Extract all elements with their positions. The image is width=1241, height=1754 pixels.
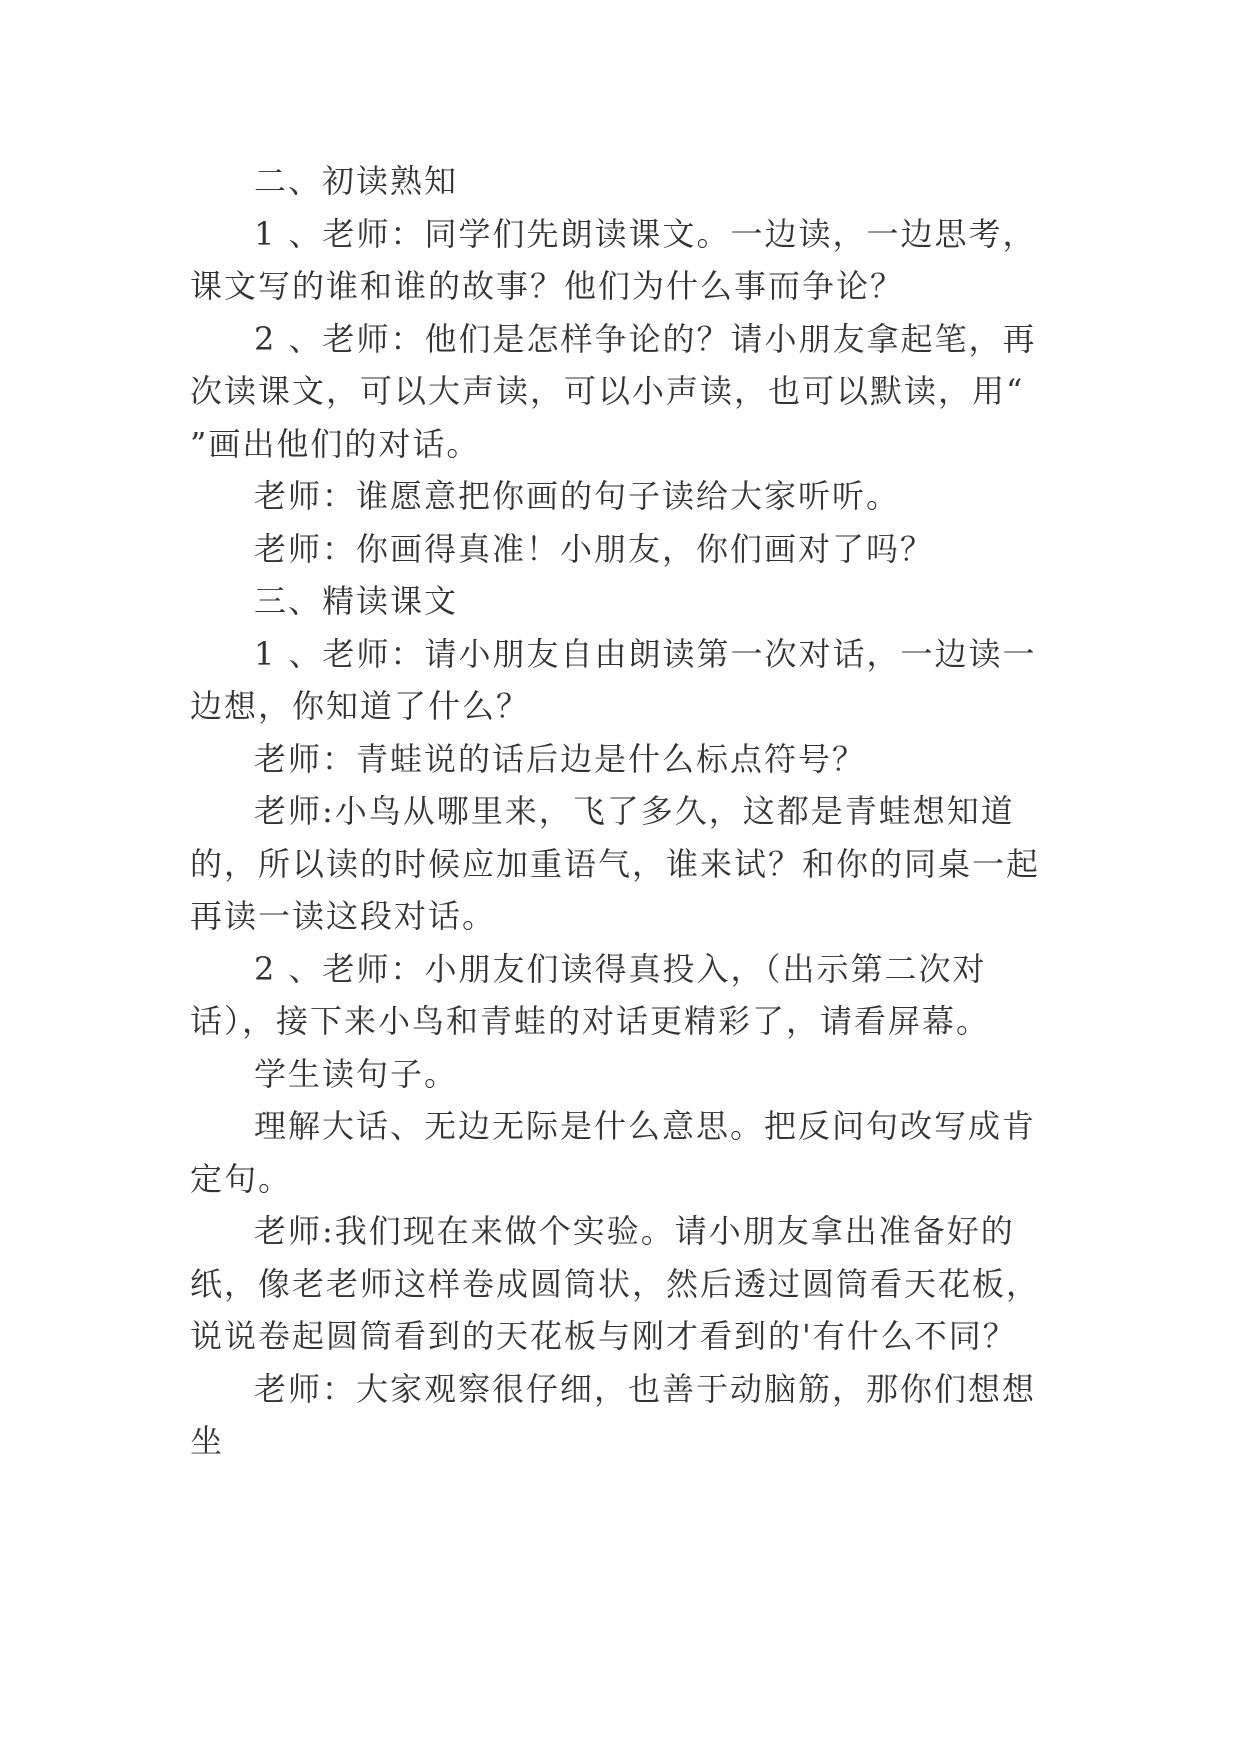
paragraph: 2 、老师：他们是怎样争论的？请小朋友拿起笔，再次读课文，可以大声读，可以小声读，也可以默读，用“ ”画出他们的对话。 bbox=[190, 319, 1037, 463]
paragraph: 老师:我们现在来做个实验。请小朋友拿出准备好的纸，像老老师这样卷成圆筒状，然后透过圆筒看天花板，说说卷起圆筒看到的天花板与刚才看到的'有什么不同？ bbox=[190, 1212, 1041, 1355]
paragraph: 老师:小鸟从哪里来，飞了多久，这都是青蛙想知道的，所以读的时候应加重语气，谁来试？和你的同桌一起再读一读这段对话。 bbox=[190, 792, 1041, 935]
document-body bbox=[190, 155, 1050, 1468]
paragraph: 1 、老师：同学们先朗读课文。一边读，一边思考，课文写的谁和谁的故事？他们为什么事而争论？ bbox=[190, 214, 1037, 305]
paragraph: 老师：谁愿意把你画的句子读给大家听听。 bbox=[254, 477, 901, 515]
paragraph: 1 、老师：请小朋友自由朗读第一次对话，一边读一边想，你知道了什么？ bbox=[190, 634, 1037, 725]
paragraph: 老师：大家观察很仔细，也善于动脑筋，那你们想想坐 bbox=[190, 1369, 1037, 1460]
paragraph: 学生读句子。 bbox=[254, 1054, 459, 1093]
paragraph: 2 、老师：小朋友们读得真投入，（出示第二次对话），接下来小鸟和青蛙的对话更精彩了，请看屏幕。 bbox=[190, 949, 991, 1040]
paragraph: 老师：你画得真准！小朋友，你们画对了吗？ bbox=[254, 529, 935, 568]
paragraph: 老师：青蛙说的话后边是什么标点符号？ bbox=[254, 739, 867, 778]
section-heading-close-reading: 三、精读课文 bbox=[254, 582, 459, 620]
paragraph: 理解大话、无边无际是什么意思。把反问句改写成肯定句。 bbox=[190, 1107, 1037, 1198]
section-heading-first-reading: 二、初读熟知 bbox=[254, 162, 459, 200]
